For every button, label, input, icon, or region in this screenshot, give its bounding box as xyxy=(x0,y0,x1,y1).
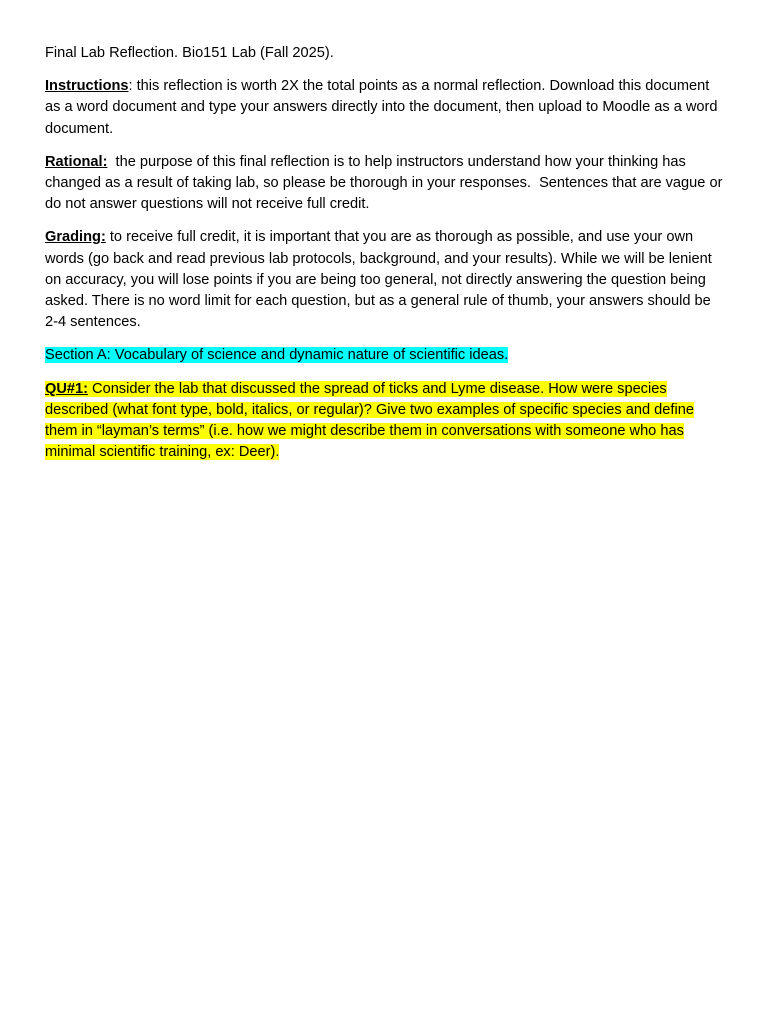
instructions-label: Instructions xyxy=(45,78,129,95)
question-1-label: QU#1: xyxy=(45,380,88,397)
section-a-heading xyxy=(45,345,725,366)
instructions-text: : this reflection is worth 2X the total points as a normal reflection. Download this document as a word document and type your answers directly into the document, then upload to Moodle as a word document. xyxy=(45,78,718,137)
title-text: Final Lab Reflection. Bio151 Lab (Fall 2025). xyxy=(45,45,334,61)
rational-paragraph xyxy=(45,152,725,216)
document-page xyxy=(45,43,725,475)
question-1-text: Consider the lab that discussed the spread of ticks and Lyme disease. How were species described (what font type, bold, italics, or regular)? Give two examples of specific species and define them in “layman’s terms” (i.e. how we might describe them in conversations with someone who has minimal scientific training, ex: Deer). xyxy=(45,380,694,461)
section-a-text: Section A: Vocabulary of science and dynamic nature of scientific ideas. xyxy=(45,347,509,364)
grading-label: Grading: xyxy=(45,229,106,246)
grading-paragraph xyxy=(45,227,725,333)
grading-text: to receive full credit, it is important that you are as thorough as possible, and use your own words (go back and read previous lab protocols, background, and your results). While we will be lenient on accuracy, you will lose points if you are being too general, not directly answering the question being asked. There is no word limit for each question, but as a general rule of thumb, your answers should be 2-4 sentences. xyxy=(45,229,712,331)
instructions-paragraph xyxy=(45,76,725,140)
question-1-paragraph xyxy=(45,379,725,464)
rational-label: Rational: xyxy=(45,153,108,170)
rational-text: the purpose of this final reflection is to help instructors understand how your thinking has changed as a result of taking lab, so please be thorough in your responses. Sentences that are vague or do not answer questions will not receive full credit. xyxy=(45,153,727,213)
document-title-line xyxy=(45,43,725,64)
